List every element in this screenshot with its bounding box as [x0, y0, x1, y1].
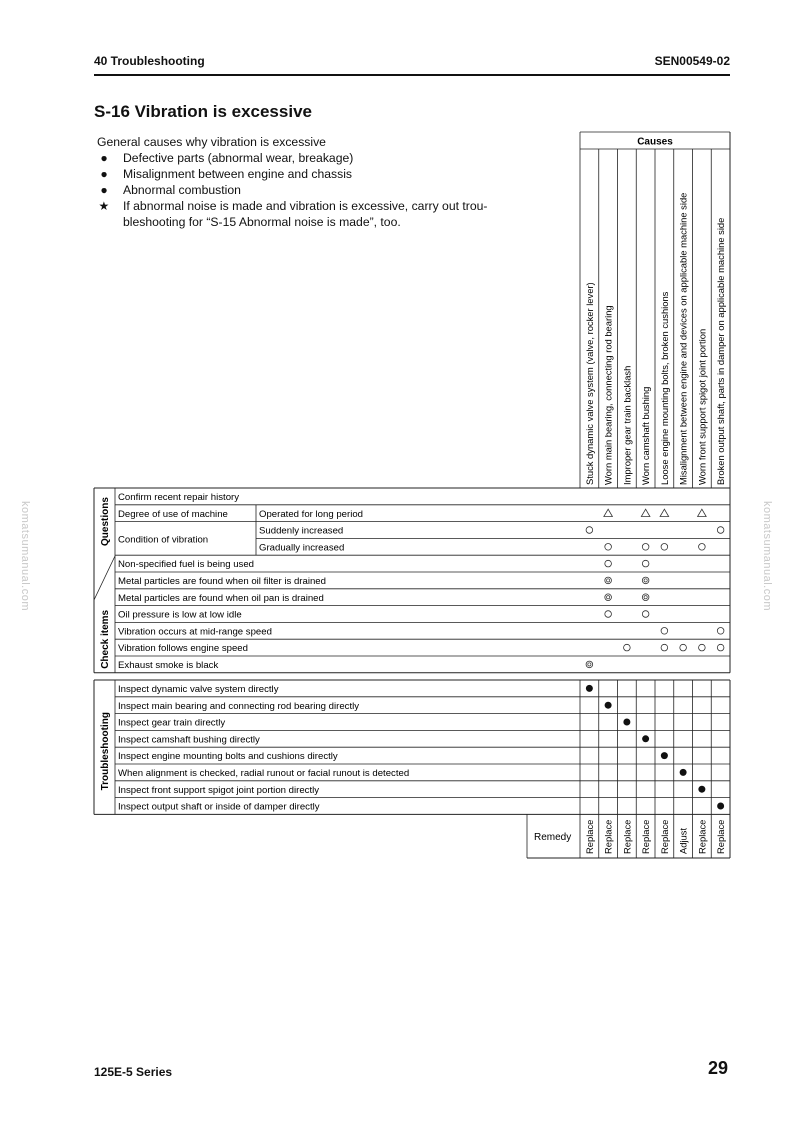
question-detail: Gradually increased: [259, 542, 345, 554]
check-item-label: Metal particles are found when oil filter is drained: [118, 576, 326, 587]
troubleshooting-label: Inspect gear train directly: [118, 717, 226, 729]
troubleshooting-label: Inspect dynamic valve system directly: [118, 684, 279, 695]
filled-circle-mark-icon: [605, 702, 612, 709]
remedy-value: Replace: [602, 819, 614, 854]
circle-mark-icon: [699, 644, 706, 651]
intro-note-continued: bleshooting for “S-15 Abnormal noise is made”, too.: [123, 215, 401, 229]
check-item-label: Metal particles are found when oil pan is drained: [118, 592, 324, 604]
troubleshooting-label: Inspect front support spigot joint portion directly: [118, 784, 320, 796]
remedy-value: Replace: [696, 819, 708, 854]
cause-label: Stuck dynamic valve system (valve, rocker lever): [583, 282, 595, 485]
remedy-value: Replace: [640, 819, 652, 854]
intro-heading: General causes why vibration is excessive: [97, 135, 326, 149]
filled-circle-mark-icon: [586, 685, 593, 692]
remedy-value: Replace: [715, 819, 727, 854]
double-circle-mark-icon: [642, 577, 649, 584]
troubleshooting-label: Inspect engine mounting bolts and cushions directly: [118, 751, 338, 763]
check-item-label: Exhaust smoke is black: [118, 660, 219, 671]
filled-circle-mark-icon: [698, 786, 705, 793]
circle-mark-icon: [661, 544, 668, 551]
intro-note: ★ If abnormal noise is made and vibration is excessive, carry out trou-: [98, 199, 488, 213]
double-circle-inner: [588, 663, 591, 666]
double-circle-mark-icon: [605, 577, 612, 584]
cause-label: Improper gear train backlash: [621, 365, 633, 485]
header-doc-code: SEN00549-02: [654, 54, 730, 68]
remedy-value: Replace: [621, 819, 633, 854]
circle-mark-icon: [624, 644, 631, 651]
circle-mark-icon: [605, 560, 612, 567]
filled-circle-mark-icon: [661, 752, 668, 759]
circle-mark-icon: [586, 527, 593, 534]
bullet-icon: ●: [100, 183, 108, 197]
page-title: S-16 Vibration is excessive: [94, 102, 312, 121]
question-label: Condition of vibration: [118, 534, 209, 546]
footer-series: 125E-5 Series: [94, 1065, 173, 1079]
double-circle-inner: [644, 579, 647, 582]
double-circle-mark-icon: [586, 661, 593, 668]
circle-mark-icon: [661, 644, 668, 651]
double-circle-inner: [607, 596, 610, 599]
remedy-value: Replace: [583, 819, 595, 854]
double-circle-mark-icon: [642, 594, 649, 601]
causes-label: Causes: [637, 136, 673, 148]
circle-mark-icon: [699, 544, 706, 551]
troubleshooting-label: Inspect main bearing and connecting rod bearing directly: [118, 700, 360, 712]
remedy-value: Adjust: [677, 827, 689, 854]
check-item-label: Vibration follows engine speed: [118, 643, 248, 655]
page-number: 29: [708, 1058, 729, 1078]
double-circle-inner: [644, 596, 647, 599]
cause-label: Worn front support spigot joint portion: [696, 328, 708, 485]
question-detail: Suddenly increased: [259, 525, 344, 537]
circle-mark-icon: [717, 527, 724, 534]
question-label: Non-specified fuel is being used: [118, 559, 254, 571]
remedy-label: Remedy: [534, 832, 572, 844]
check-item-label: Oil pressure is low at low idle: [118, 609, 242, 621]
double-circle-inner: [607, 579, 610, 582]
question-label: Degree of use of machine: [118, 508, 228, 520]
troubleshooting-label: Inspect camshaft bushing directly: [118, 734, 260, 746]
star-icon: ★: [98, 199, 110, 213]
circle-mark-icon: [605, 544, 612, 551]
filled-circle-mark-icon: [717, 803, 724, 810]
question-label: Confirm recent repair history: [118, 492, 240, 503]
circle-mark-icon: [642, 560, 649, 567]
cause-label: Worn camshaft bushing: [640, 386, 652, 485]
circle-mark-icon: [642, 611, 649, 618]
intro-bullet: ● Defective parts (abnormal wear, breakage): [97, 150, 557, 166]
circle-mark-icon: [642, 544, 649, 551]
double-circle-mark-icon: [605, 594, 612, 601]
triangle-mark-icon: [641, 509, 650, 516]
bullet-icon: ●: [100, 151, 108, 165]
check-items-label: Check items: [100, 609, 111, 669]
header-section: 40 Troubleshooting: [94, 54, 205, 68]
section-divider: [94, 556, 115, 600]
triangle-mark-icon: [604, 509, 613, 516]
triangle-mark-icon: [660, 509, 669, 516]
circle-mark-icon: [661, 628, 668, 635]
circle-mark-icon: [717, 628, 724, 635]
filled-circle-mark-icon: [680, 769, 687, 776]
filled-circle-mark-icon: [623, 719, 630, 726]
cause-label: Broken output shaft, parts in damper on applicable machine side: [715, 217, 727, 485]
circle-mark-icon: [605, 611, 612, 618]
troubleshooting-label: When alignment is checked, radial runout or facial runout is detected: [118, 768, 410, 779]
intro-bullet: ● Abnormal combustion: [97, 182, 557, 198]
remedy-value: Replace: [658, 819, 670, 854]
circle-mark-icon: [680, 644, 687, 651]
triangle-mark-icon: [698, 509, 707, 516]
circle-mark-icon: [717, 644, 724, 651]
bullet-icon: ●: [100, 167, 108, 181]
cause-label: Worn main bearing, connecting rod bearing: [602, 305, 614, 485]
cause-label: Loose engine mounting bolts, broken cushions: [658, 291, 670, 485]
intro-bullet: ● Misalignment between engine and chassis: [97, 166, 557, 182]
watermark-left: komatsumanual.com: [19, 501, 31, 611]
questions-label: Questions: [100, 497, 111, 546]
watermark-right: komatsumanual.com: [761, 501, 773, 611]
troubleshooting-label: Inspect output shaft or inside of damper directly: [118, 801, 320, 813]
cause-label: Misalignment between engine and devices on applicable machine side: [677, 192, 689, 485]
troubleshooting-section-label: Troubleshooting: [100, 712, 111, 791]
filled-circle-mark-icon: [642, 735, 649, 742]
check-item-label: Vibration occurs at mid-range speed: [118, 626, 272, 638]
question-detail: Operated for long period: [259, 508, 363, 520]
